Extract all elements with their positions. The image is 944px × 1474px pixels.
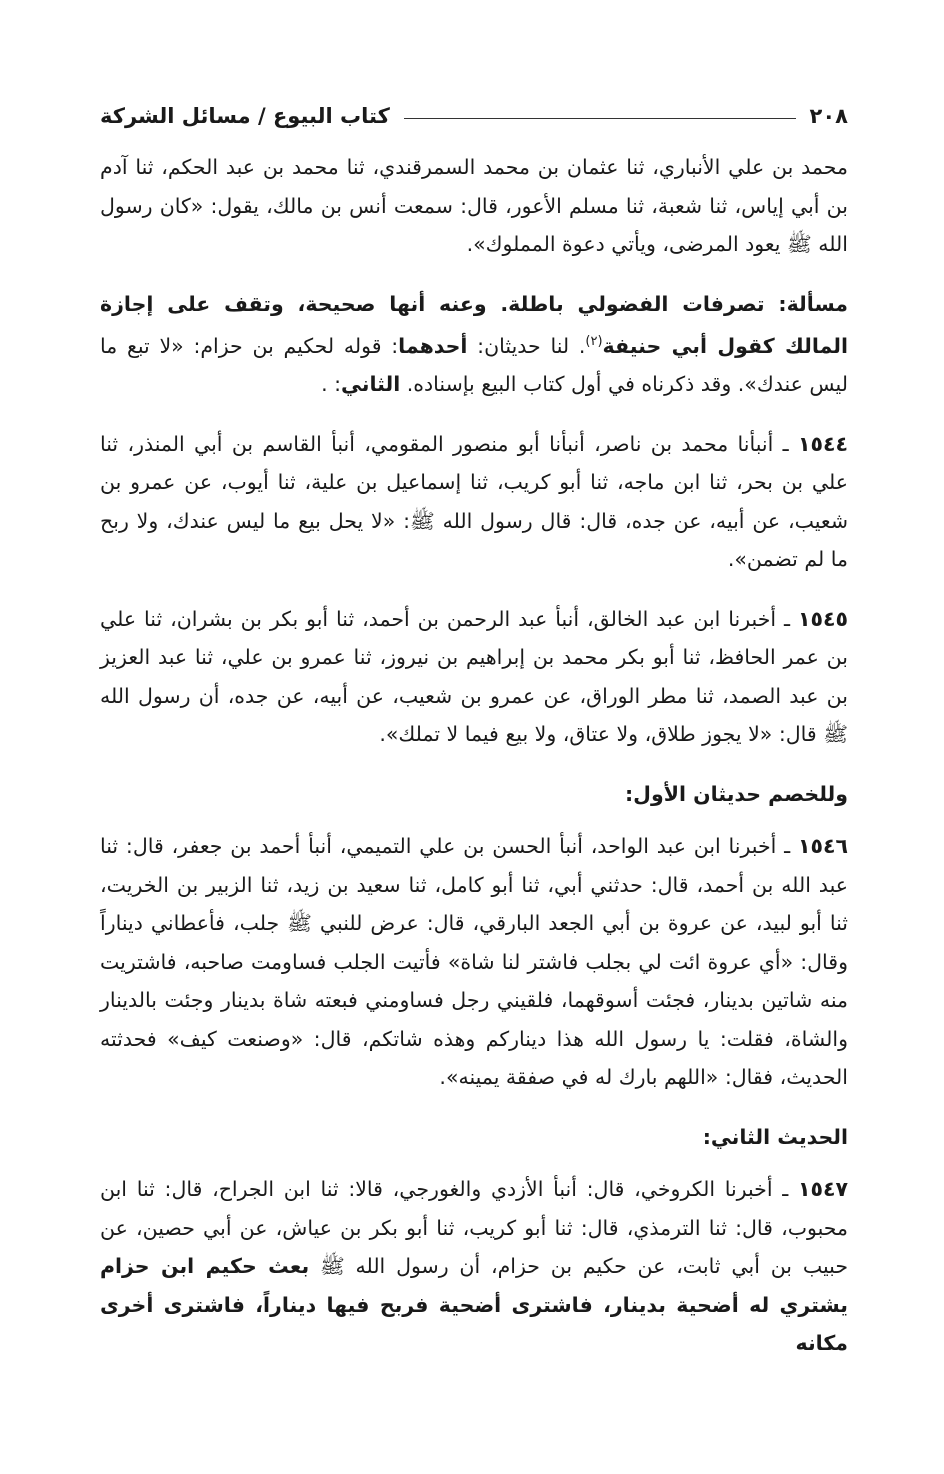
hadith-text-bold: بعث حكيم ابن حزام يشتري له أضحية بدينار، فاشترى أضحية فربح فيها ديناراً، فاشترى أخرى مكانه: [100, 1254, 848, 1356]
paragraph-masala: [100, 285, 848, 404]
masala-text-b: : قوله لحكيم بن حزام: «لا تبع ما ليس عندك». وقد ذكرناه في أول كتاب البيع بإسناده.: [100, 333, 848, 397]
footnote-marker: (٢): [585, 334, 603, 349]
running-header: [100, 96, 848, 136]
section-heading-first: وللخصم حديثان الأول:: [624, 781, 848, 806]
hadith-text: ـ أنبأنا محمد بن ناصر، أنبأنا أبو منصور المقومي، أنبأ القاسم بن أبي المنذر، ثنا علي بن بحر، ثنا ابن ماجه، ثنا أبو كريب، ثنا إسماعيل بن علية، ثنا أيوب، عن عمرو بن شعيب، عن أبيه، عن جده، قال: قال رسول الله ﷺ: «لا يحل بيع ما ليس عندك، ولا ربح ما لم تضمن».: [100, 431, 848, 572]
masala-first-label: أحدهما: [398, 333, 468, 358]
masala-lead: مسألة: تصرفات الفضولي باطلة. وعنه أنها صحيحة، وتقف على إجازة المالك كقول أبي حنيفة: [100, 291, 848, 358]
hadith-number: ١٥٤٤: [797, 431, 848, 456]
running-title: كتاب البيوع / مسائل الشركة: [100, 104, 390, 128]
masala-text-c: : .: [321, 372, 342, 397]
hadith-1544: [100, 425, 848, 579]
hadith-1547: [100, 1170, 848, 1363]
masala-second-label: الثاني: [341, 372, 401, 397]
paragraph-isnad-continuation: محمد بن علي الأنباري، ثنا عثمان بن محمد السمرقندي، ثنا محمد بن عبد الحكم، ثنا آدم بن أبي إياس، ثنا شعبة، ثنا مسلم الأعور، قال: سمعت أنس بن مالك، يقول: «كان رسول الله ﷺ يعود المرضى، ويأتي دعوة المملوك».: [100, 155, 848, 256]
hadith-number: ١٥٤٧: [797, 1177, 848, 1202]
hadith-1545: [100, 600, 848, 754]
header-rule: [404, 118, 796, 119]
hadith-number: ١٥٤٦: [797, 834, 848, 859]
section-heading-second: الحديث الثاني:: [702, 1124, 848, 1149]
hadith-number: ١٥٤٥: [797, 606, 848, 631]
hadith-text: ـ أخبرنا ابن عبد الواحد، أنبأ الحسن بن علي التميمي، أنبأ أحمد بن جعفر، قال: ثنا عبد الله بن أحمد، قال: حدثني أبي، ثنا أبو كامل، ثنا سعيد بن زيد، ثنا الزبير بن الخريت، ثنا أبو لبيد، عن عروة بن أبي الجعد البارقي، قال: عرض للنبي ﷺ جلب، فأعطاني ديناراً وقال: «أي عروة ائت لي بجلب فاشتر لنا شاة» فأتيت الجلب فساومت صاحبه، فاشتريت منه شاتين بدينار، فجئت أسوقهما، فلقيني رجل فساومني فبعته شاة بدينار وجئت بالدينار والشاة، فقلت: يا رسول الله هذا ديناركم وهذه شاتكم، قال: «وصنعت كيف» فحدثته الحديث، فقال: «اللهم بارك له في صفقة يمينه».: [100, 834, 848, 1090]
page-number: ٢٠٨: [809, 104, 848, 128]
hadith-text: ـ أخبرنا ابن عبد الخالق، أنبأ عبد الرحمن بن أحمد، ثنا أبو بكر بن بشران، ثنا علي بن عمر الحافظ، ثنا أبو بكر محمد بن إبراهيم بن نيروز، ثنا عمرو بن علي، ثنا عبد العزيز بن عبد الصمد، ثنا مطر الوراق، عن عمرو بن شعيب، عن أبيه، عن جده، أن رسول الله ﷺ قال: «لا يجوز طلاق، ولا عتاق، ولا بيع فيما لا تملك».: [100, 606, 848, 747]
masala-text-a: . لنا حديثان:: [467, 333, 586, 358]
hadith-1546: [100, 827, 848, 1097]
page: [100, 96, 848, 1384]
hadith-text: ـ أخبرنا الكروخي، قال: أنبأ الأزدي والغورجي، قالا: ثنا ابن الجراح، قال: ثنا ابن محبوب، قال: ثنا الترمذي، قال: ثنا أبو كريب، ثنا أبو بكر بن عياش، عن أبي حصين، عن حبيب بن أبي ثابت، عن حكيم بن حزام، أن رسول الله ﷺ: [100, 1177, 848, 1279]
